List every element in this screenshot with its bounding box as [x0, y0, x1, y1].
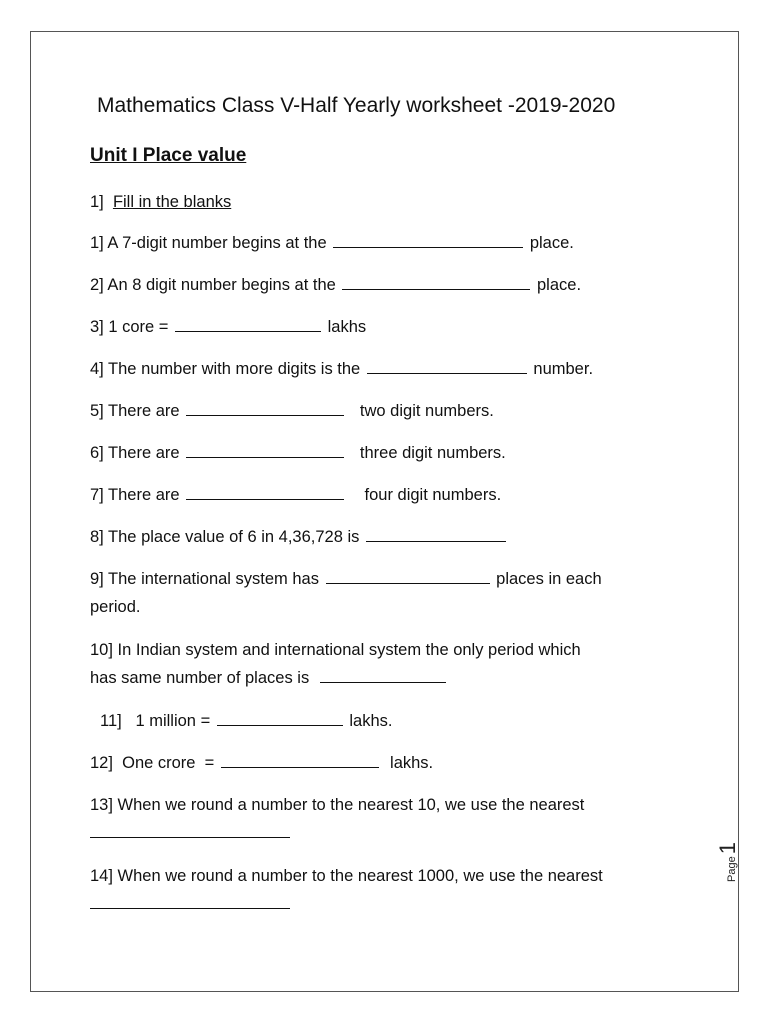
page-number-footer: [715, 842, 741, 882]
answer-blank[interactable]: [320, 664, 446, 683]
page-border: [30, 31, 739, 992]
question-text: 2] An 8 digit number begins at the: [90, 276, 341, 294]
answer-blank[interactable]: [90, 819, 290, 838]
question-3: [90, 313, 366, 341]
question-text: 13] When we round a number to the nearest 10, we use the nearest: [90, 796, 585, 814]
question-text-end: places in each: [491, 570, 602, 588]
section-label: Fill in the blanks: [112, 193, 232, 211]
answer-blank[interactable]: [186, 397, 344, 416]
answer-blank[interactable]: [186, 439, 344, 458]
worksheet-title: Mathematics Class V-Half Yearly worksheet -2019-2020: [97, 94, 616, 117]
question-text-end: lakhs.: [380, 754, 434, 772]
question-9: [90, 565, 602, 621]
question-5: [90, 397, 494, 425]
question-text-end: place.: [525, 234, 574, 252]
answer-blank[interactable]: [367, 355, 527, 374]
question-text: 6] There are: [90, 444, 185, 462]
question-text-line2: period.: [90, 598, 141, 616]
question-13: [90, 791, 584, 847]
question-text-end: three digit numbers.: [346, 444, 506, 462]
question-text: 11] 1 million =: [100, 712, 215, 730]
question-8: [90, 523, 508, 551]
question-10: [90, 636, 581, 692]
answer-blank[interactable]: [221, 749, 379, 768]
question-12: [90, 749, 433, 777]
answer-blank[interactable]: [333, 229, 523, 248]
question-2: [90, 271, 581, 299]
question-text-end: lakhs: [323, 318, 367, 336]
question-6: [90, 439, 506, 467]
question-text: 7] There are: [90, 486, 185, 504]
question-text-end: place.: [532, 276, 582, 294]
question-text: 4] The number with more digits is the: [90, 360, 365, 378]
question-text: 1] A 7-digit number begins at the: [90, 234, 332, 252]
page-label: Page: [726, 856, 738, 882]
question-text: 5] There are: [90, 402, 185, 420]
answer-blank[interactable]: [186, 481, 344, 500]
question-text: 14] When we round a number to the nearest 1000, we use the nearest: [90, 867, 603, 885]
question-text-end: two digit numbers.: [346, 402, 494, 420]
answer-blank[interactable]: [342, 271, 530, 290]
question-text: 9] The international system has: [90, 570, 324, 588]
question-text: 3] 1 core =: [90, 318, 174, 336]
answer-blank[interactable]: [90, 890, 290, 909]
unit-heading: Unit I Place value: [90, 145, 247, 166]
answer-blank[interactable]: [217, 707, 343, 726]
page-number: 1: [715, 842, 740, 855]
question-text-line2: has same number of places is: [90, 669, 319, 687]
question-11: [100, 707, 392, 735]
question-text: 10] In Indian system and international system the only period which: [90, 641, 581, 659]
question-14: [90, 862, 603, 918]
question-4: [90, 355, 593, 383]
question-1: [90, 229, 574, 257]
question-text: 12] One crore =: [90, 754, 219, 772]
answer-blank[interactable]: [175, 313, 321, 332]
question-text-end: four digit numbers.: [346, 486, 502, 504]
answer-blank[interactable]: [366, 523, 506, 542]
question-7: [90, 481, 501, 509]
section-heading: [90, 188, 231, 216]
question-text-end: number.: [528, 360, 594, 378]
question-text-end: lakhs.: [344, 712, 393, 730]
section-number: 1]: [90, 193, 104, 211]
question-text: 8] The place value of 6 in 4,36,728 is: [90, 528, 364, 546]
answer-blank[interactable]: [326, 565, 490, 584]
